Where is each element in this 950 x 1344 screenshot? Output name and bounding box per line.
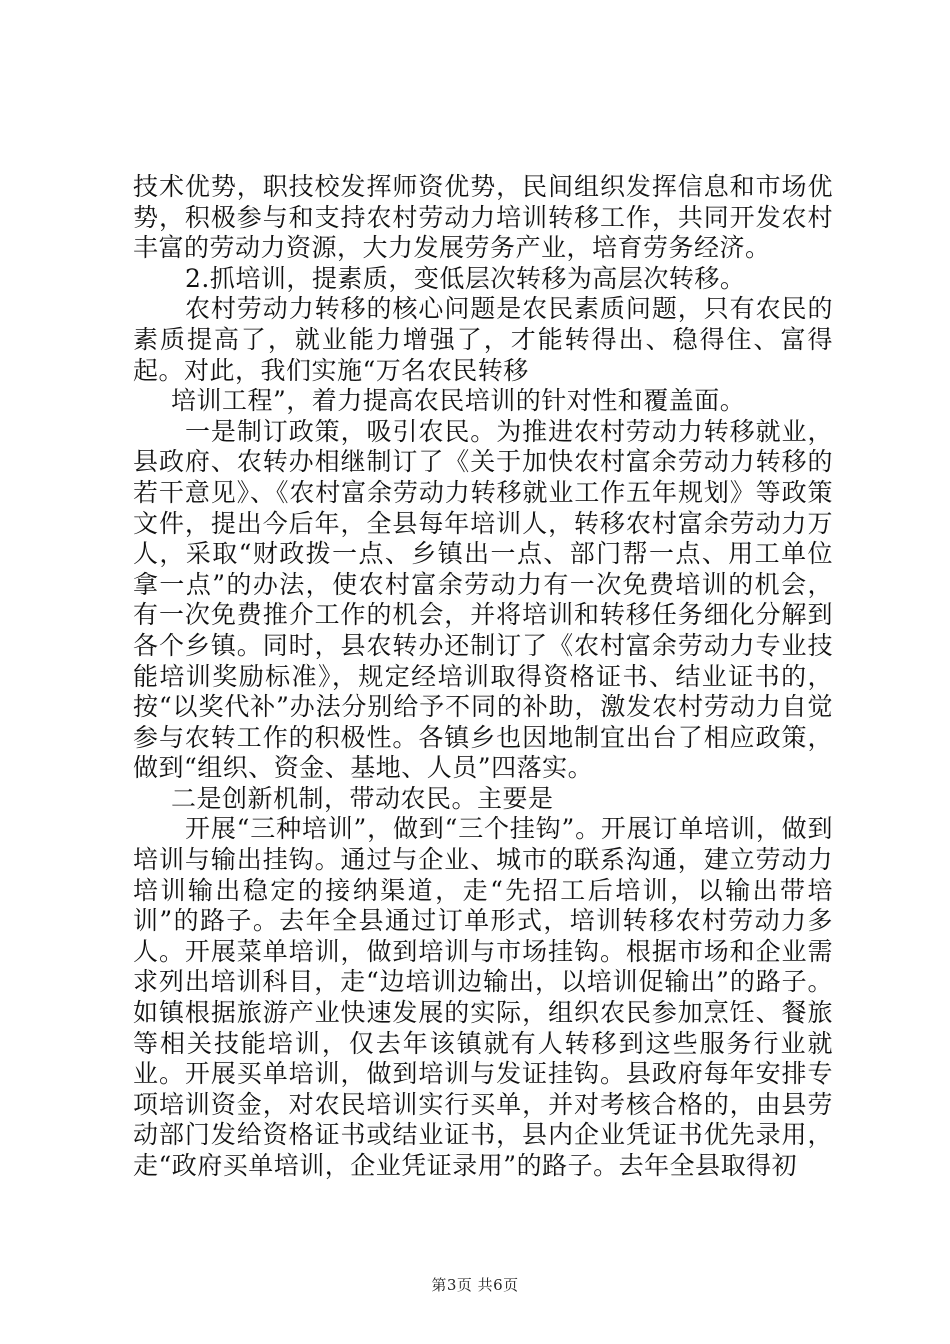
body-text [133,172,833,1182]
paragraph-policy: 一是制订政策，吸引农民。为推进农村劳动力转移就业，县政府、农转办相继制订了《关于加快农村富余劳动力转移的若干意见》、《农村富余劳动力转移就业工作五年规划》等政策文件，提出今后年，全县每年培训人，转移农村富余劳动力万人，采取“财政拨一点、乡镇出一点、部门帮一点、用工单位拿一点”的办法，使农村富余劳动力有一次免费培训的机会，有一次免费推介工作的机会，并将培训和转移任务细化分解到各个乡镇。同时，县农转办还制订了《农村富余劳动力专业技能培训奖励标准》，规定经培训取得资格证书、结业证书的，按“以奖代补”办法分别给予不同的补助，激发农村劳动力自觉参与农转工作的积极性。各镇乡也因地制宜出台了相应政策，做到“组织、资金、基地、人员”四落实。 [133,416,833,783]
paragraph-core-issue: 农村劳动力转移的核心问题是农民素质问题，只有农民的素质提高了，就业能力增强了，才能转得出、稳得住、富得起。对此，我们实施“万名农民转移 [133,294,833,385]
paragraph-continuation: 技术优势，职技校发挥师资优势，民间组织发挥信息和市场优势，积极参与和支持农村劳动力培训转移工作，共同开发农村丰富的劳动力资源，大力发展劳务产业，培育劳务经济。 [133,172,833,263]
paragraph-training-project: 培训工程”，着力提高农民培训的针对性和覆盖面。 [171,386,746,416]
section-heading: 2.抓培训，提素质，变低层次转移为高层次转移。 [185,263,746,293]
paragraph-mechanism-intro: 二是创新机制，带动农民。主要是 [171,783,554,813]
paragraph-three-trainings: 开展“三种培训”，做到“三个挂钩”。开展订单培训，做到培训与输出挂钩。通过与企业、城市的联系沟通，建立劳动力培训输出稳定的接纳渠道，走“先招工后培训，以输出带培训”的路子。去年全县通过订单形式，培训转移农村劳动力多人。开展菜单培训，做到培训与市场挂钩。根据市场和企业需求列出培训科目，走“边培训边输出，以培训促输出”的路子。如镇根据旅游产业快速发展的实际，组织农民参加烹饪、餐旅等相关技能培训，仅去年该镇就有人转移到这些服务行业就业。开展买单培训，做到培训与发证挂钩。县政府每年安排专项培训资金，对农民培训实行买单，并对考核合格的，由县劳动部门发给资格证书或结业证书，县内企业凭证书优先录用，走“政府买单培训，企业凭证录用”的路子。去年全县取得初 [133,814,833,1180]
page-number-footer: 第3页 共6页 [431,1276,519,1294]
